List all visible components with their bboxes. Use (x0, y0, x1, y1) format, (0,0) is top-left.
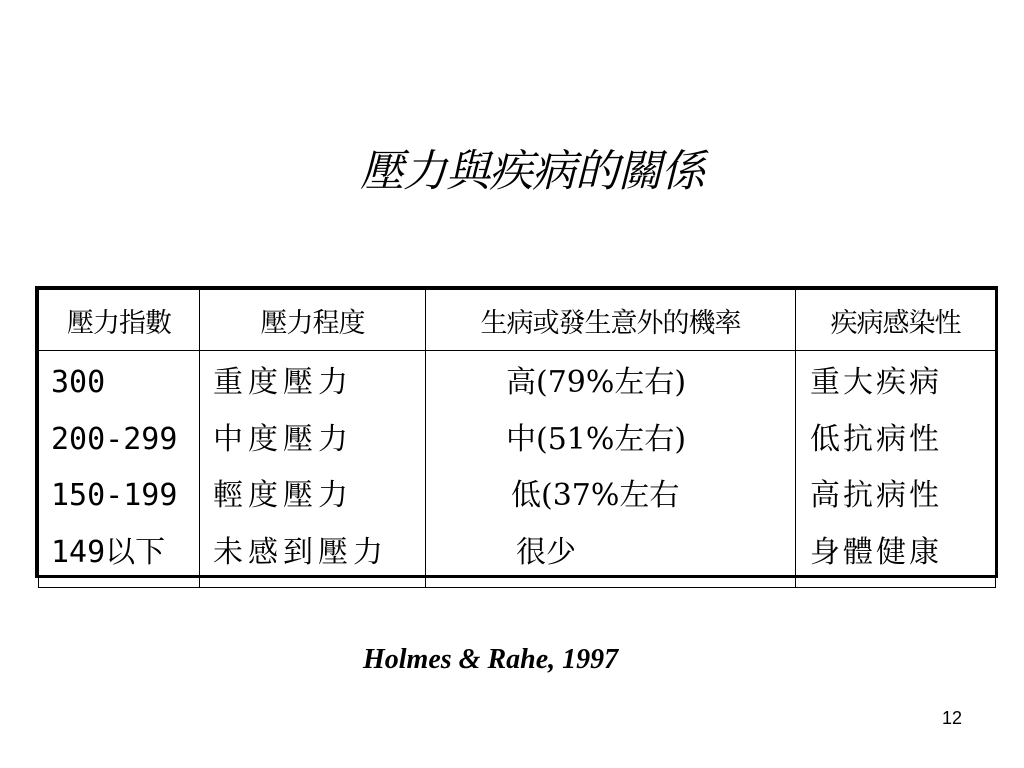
stress-index-cell (39, 351, 200, 588)
stress-disease-table (35, 286, 998, 578)
disease-susceptibility-value: 身體健康 (810, 534, 942, 570)
illness-probability-value: 低(37%左右 (511, 478, 680, 513)
disease-susceptibility-value: 高抗病性 (810, 478, 942, 513)
stress-level-value: 輕度壓力 (213, 478, 353, 513)
header-illness-probability: 生病或發生意外的機率 (426, 290, 796, 351)
disease-susceptibility-value: 重大疾病 (810, 365, 942, 400)
table-grid (38, 289, 996, 588)
stress-index-value: 200-299 (51, 421, 178, 457)
header-stress-index: 壓力指數 (39, 290, 200, 351)
illness-probability-value: 很少 (516, 534, 576, 570)
disease-susceptibility-cell (796, 351, 996, 588)
stress-index-value: 300 (51, 365, 106, 400)
illness-probability-value: 中(51%左右) (506, 421, 687, 457)
illness-probability-cell (426, 351, 796, 588)
table-header-row (39, 290, 996, 351)
slide-title: 壓力與疾病的關係 (360, 146, 704, 197)
citation: Holmes & Rahe, 1997 (363, 644, 619, 675)
table-body-row (39, 351, 996, 588)
disease-susceptibility-value: 低抗病性 (810, 421, 942, 457)
stress-level-value: 重度壓力 (213, 365, 353, 400)
illness-probability-value: 高(79%左右) (506, 365, 687, 400)
stress-index-value: 150-199 (51, 478, 178, 513)
header-disease-susceptibility: 疾病感染性 (796, 290, 996, 351)
stress-level-value: 未感到壓力 (213, 534, 388, 570)
header-stress-level: 壓力程度 (200, 290, 426, 351)
stress-level-value: 中度壓力 (213, 421, 353, 457)
slide-number: 12 (941, 708, 962, 728)
stress-level-cell (200, 351, 426, 588)
stress-index-value: 149以下 (51, 534, 166, 570)
